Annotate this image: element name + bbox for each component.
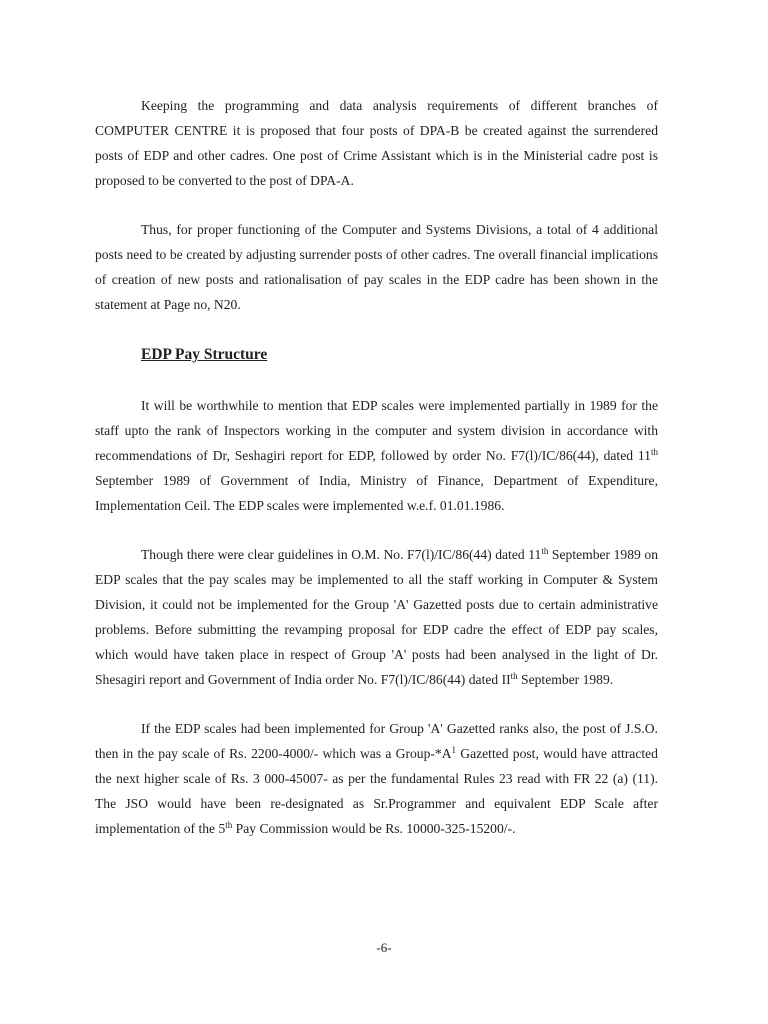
- document-page: [95, 93, 658, 841]
- page-number: -6-: [376, 940, 392, 955]
- paragraph-dpa-posts: Keeping the programming and data analysis requirements of different branches of COMPUTER CENTRE it is proposed that four posts of DPA-B be created against the surrendered posts of EDP and other cadres. One post of Crime Assistant which is in the Ministerial cadre post is proposed to be converted to the post of DPA-A.: [95, 98, 658, 188]
- paragraph-guidelines: Though there were clear guidelines in O.M. No. F7(l)/IC/86(44) dated 11th September 1989 on EDP scales that the pay scales may be implemented to all the staff working in Computer & System Division, it could not be implemented for the Group 'A' Gazetted posts due to certain administrative problems. Before submitting the revamping proposal for EDP cadre the effect of EDP pay scales, which would have taken place in respect of Group 'A' posts had been analysed in the light of Dr. Shesagiri report and Government of India order No. F7(l)/IC/86(44) dated IIth September 1989.: [95, 546, 658, 687]
- section-heading: EDP Pay Structure: [141, 346, 268, 363]
- paragraph-jso-scale: If the EDP scales had been implemented for Group 'A' Gazetted ranks also, the post of J.S.O. then in the pay scale of Rs. 2200-4000/- which was a Group-$*A^1$ Gazetted post, would have attracted the next higher scale of Rs. 3 000-45007- as per the fundamental Rules 23 read with FR 22 (a) (11). The JSO would have been re-designated as Sr.Programmer and equivalent EDP Scale after implementation of the 5th Pay Commission would be Rs. 10000-325-15200/-.: [95, 721, 658, 836]
- paragraph-additional-posts: Thus, for proper functioning of the Computer and Systems Divisions, a total of 4 additional posts need to be created by adjusting surrender posts of other cadres. Tne overall financial implications of creation of new posts and rationalisation of pay scales in the EDP cadre has been shown in the statement at Page no, N20.: [95, 222, 658, 312]
- paragraph-edp-scales: It will be worthwhile to mention that EDP scales were implemented partially in 1989 for the staff upto the rank of Inspectors working in the computer and system division in accordance with recommendations of Dr, Seshagiri report for EDP, followed by order No. F7(l)/IC/86(44), dated 11th September 1989 of Government of India, Ministry of Finance, Department of Expenditure, Implementation Ceil. The EDP scales were implemented w.e.f. 01.01.1986.: [95, 398, 658, 513]
